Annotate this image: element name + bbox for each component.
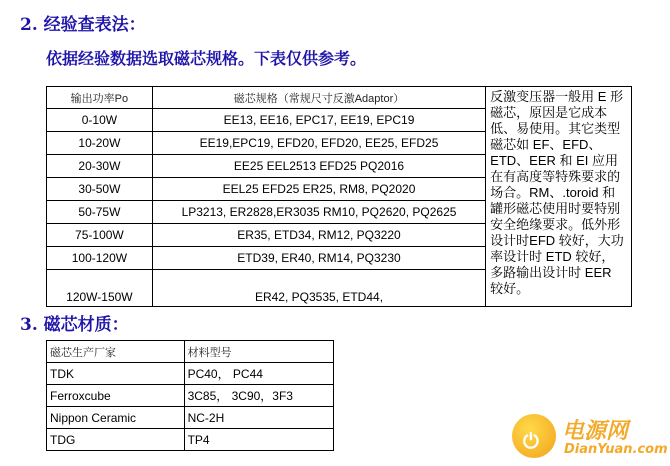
table-cell-manufacturer: TDK [47,363,185,385]
table-cell-cores: EE13, EE16, EPC17, EE19, EPC19 [152,109,485,132]
table-cell-power: 120W-150W [47,270,153,307]
watermark-cn-text: 电源网 [562,419,629,444]
table-cell-manufacturer: Nippon Ceramic [47,407,185,429]
core-selection-table [46,86,632,307]
table-cell-power: 0-10W [47,109,153,132]
section-2-lead: 依据经验数据选取磁芯规格。下表仅供参考。 [46,49,367,68]
table-header-manufacturer: 磁芯生产厂家 [47,341,185,363]
table-cell-power: 75-100W [47,224,153,247]
table-cell-cores: LP3213, ER2828,ER3035 RM10, PQ2620, PQ2625 [152,201,485,224]
table-cell-manufacturer: Ferroxcube [47,385,185,407]
table-cell-power: 30-50W [47,178,153,201]
dianyuan-watermark [512,410,670,466]
table-cell-cores: ETD39, ER40, RM14, PQ3230 [152,247,485,270]
table-cell-material: PC40， PC44 [184,363,333,385]
table-cell-material: 3C85， 3C90，3F3 [184,385,333,407]
table-cell-material: NC-2H [184,407,333,429]
plug-logo-icon [512,414,556,458]
table-header-core-spec: 磁芯规格（常规尺寸反激Adaptor） [152,87,485,109]
table-cell-cores: EEL25 EFD25 ER25, RM8, PQ2020 [152,178,485,201]
table-cell-material: TP4 [184,429,333,451]
watermark-en-text: DianYuan.com [564,442,668,457]
plug-icon: ⏻ [523,429,539,453]
table-header-material: 材料型号 [184,341,333,363]
table-cell-power: 10-20W [47,132,153,155]
core-material-table [46,340,334,451]
table-header-output-power: 输出功率Po [47,87,153,109]
table-cell-cores: EE19,EPC19, EFD20, EFD20, EE25, EFD25 [152,132,485,155]
table-cell-cores: EE25 EEL2513 EFD25 PQ2016 [152,155,485,178]
section-3-heading: 3. 磁芯材质： [20,315,129,335]
table-cell-manufacturer: TDG [47,429,185,451]
table-cell-power: 20-30W [47,155,153,178]
table-cell-cores: ER35, ETD34, RM12, PQ3220 [152,224,485,247]
table-cell-power: 50-75W [47,201,153,224]
table-cell-cores: ER42, PQ3535, ETD44, [152,270,485,307]
table-cell-power: 100-120W [47,247,153,270]
section-2-heading: 2. 经验查表法： [20,15,146,35]
core-type-note: 反激变压器一般用 E 形磁芯，原因是它成本低、易使用。其它类型磁芯如 EF、EFD、ETD、EER 和 EI 应用在有高度等特殊要求的场合。RM、.toroid 和罐形磁芯使用时要特别安全绝缘要求。低外形设计时EFD 较好，大功率设计时 ETD 较好，多路输出设计时 EER 较好。 [486,87,632,307]
